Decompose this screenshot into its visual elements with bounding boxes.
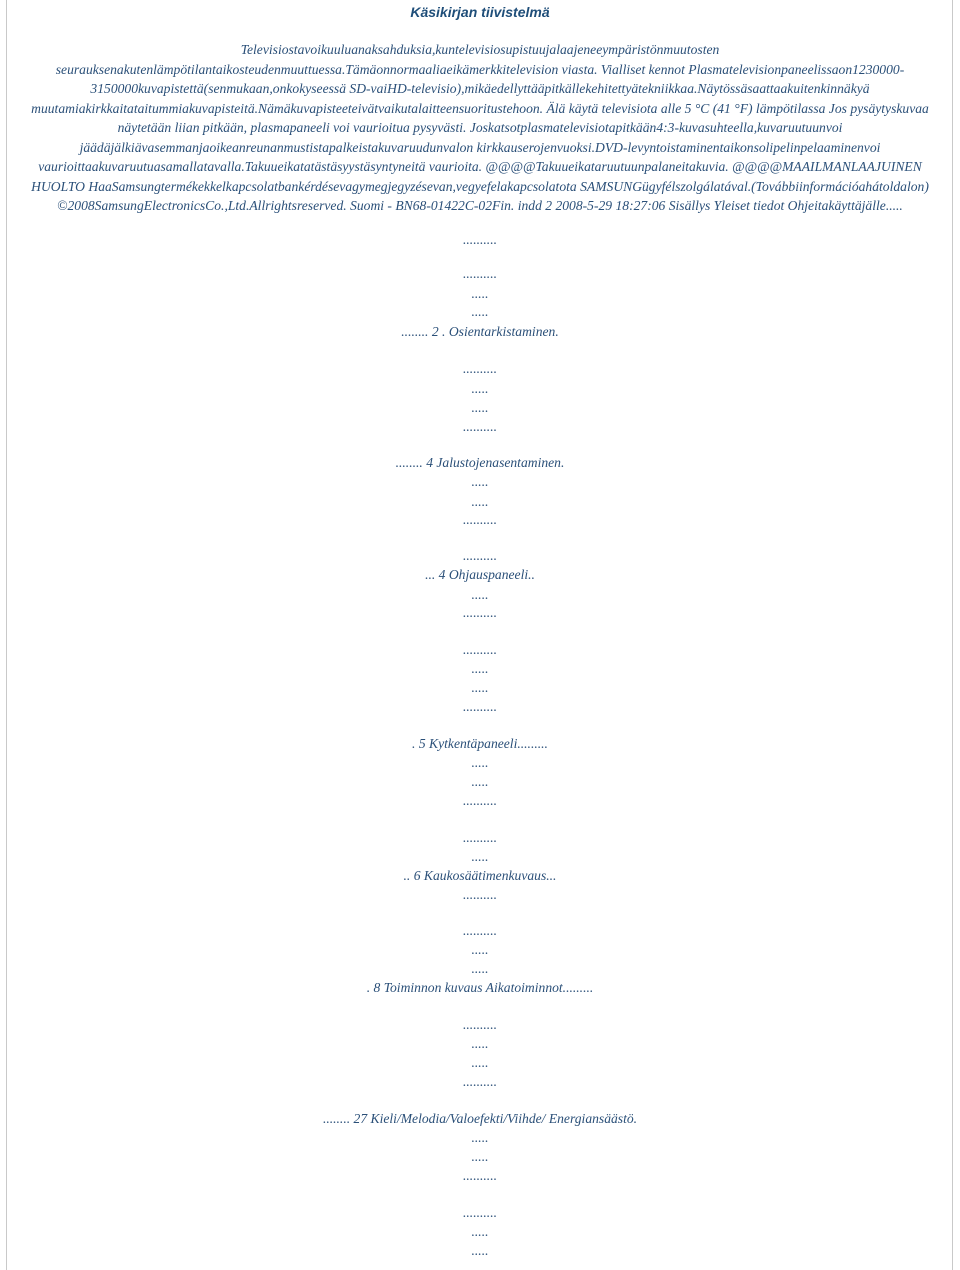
toc-line: .......... (463, 419, 497, 434)
toc-line: ..... (471, 286, 489, 301)
toc-line: .......... (463, 266, 497, 281)
toc-line: .......... (463, 605, 497, 620)
toc-line: .......... (463, 1168, 497, 1183)
toc-line: . 5 Kytkentäpaneeli......... (412, 736, 548, 751)
toc-line: ..... (471, 961, 489, 976)
toc-line: .......... (463, 512, 497, 527)
toc-line: .......... (463, 642, 497, 657)
toc-line: ..... (471, 774, 489, 789)
intro-paragraph: Televisiostavoikuuluanaksahduksia,kuntelevisiosupistuujalaajeneeympäristönmuutosten seurauksenakutenlämpötilantaikosteudenmuuttuessa.Tämäonnormaaliaeikämerkkitelevision viasta. Vialliset kennot Plasmatelevisionpaneelissaon1230000-3150000kuvapistettä(senmukaan,onkokyseessä SD-vaiHD-televisio),mikäedellyttääpitkällekehitettyätekniikkaa.Näytössäsaattaakuitenkinnäkyä muutamiakirkkaitataitummiakuvapisteitä.Nämäkuvapisteeteivätvaikutalaitteensuoritustehoon. Älä käytä televisiota alle 5 °C (41 °F) lämpötilassa Jos pysäytyskuvaa näytetään liian pitkään, plasmapaneeli voi vaurioitua pysyvästi. Joskatsotplasmatelevisiotapitkään4:3-kuvasuhteella,kuvaruutuunvoi jäädäjälkiävasemmanjaoikeanreunanmustistapalkeistakuvaruudunvalon kirkkauserojenvuoksi.DVD-levyntoistaminentaikonsolipelinpelaaminenvoi vaurioittaakuvaruutuasamallatavalla.Takuueikatatästäsyystäsyntyneitä vaurioita. @@@@Takuueikataruutuunpalaneitakuvia. @@@@MAAILMANLAAJUINEN HUOLTO HaaSamsungtermékekkelkapcsolatbankérdésevagymegjegyzésevan,vegyefelakapcsolatota SAMSUNGügyfélszolgálatával.(Továbbiinformációahátoldalon) ©2008SamsungElectronicsCo.,Ltd.Allrightsreserved. Suomi - BN68-01422C-02Fin. indd 2 2008-5-29 18:27:06 Sisällys Yleiset tiedot Ohjeitakäyttäjälle..... (31, 42, 929, 213)
toc-line: ..... (471, 755, 489, 770)
toc-line: ..... (471, 1149, 489, 1164)
toc-line: ..... (471, 304, 489, 319)
toc-line: .......... (463, 887, 497, 902)
toc-line: ..... (471, 680, 489, 695)
toc-line: ..... (471, 1036, 489, 1051)
toc-line: . 8 Toiminnon kuvaus Aikatoiminnot......... (366, 980, 594, 995)
toc-line: ..... (471, 1243, 489, 1258)
toc-line: ..... (471, 849, 489, 864)
toc-line: ..... (471, 400, 489, 415)
toc-line: ..... (471, 661, 489, 676)
toc-line: .......... (463, 548, 497, 563)
toc-line: .......... (463, 830, 497, 845)
toc-line: ........ 27 Kieli/Melodia/Valoefekti/Viihde/ Energiansäästö. (322, 1111, 638, 1126)
toc-line: .......... (463, 232, 497, 247)
toc-line: ..... (471, 381, 489, 396)
toc-line: ........ 4 Jalustojenasentaminen. (395, 455, 565, 470)
toc-line: ........ 2 . Osientarkistaminen. (401, 324, 559, 339)
toc-line: ..... (471, 942, 489, 957)
toc-line: .......... (463, 793, 497, 808)
toc-line: .......... (463, 361, 497, 376)
document-title: Käsikirjan tiivistelmä (410, 4, 550, 20)
toc-line: ..... (471, 1055, 489, 1070)
toc-line: ..... (471, 474, 489, 489)
toc-line: .......... (463, 699, 497, 714)
toc-line: .......... (463, 1074, 497, 1089)
toc-line: .......... (463, 1205, 497, 1220)
toc-line: ..... (471, 1224, 489, 1239)
toc-line: ..... (471, 1130, 489, 1145)
toc-line: ..... (471, 494, 489, 509)
toc-line: ..... (471, 587, 489, 602)
toc-line: .. 6 Kaukosäätimenkuvaus... (403, 868, 557, 883)
toc-line: ... 4 Ohjauspaneeli.. (425, 567, 535, 582)
toc-line: .......... (463, 923, 497, 938)
toc-line: .......... (463, 1017, 497, 1032)
